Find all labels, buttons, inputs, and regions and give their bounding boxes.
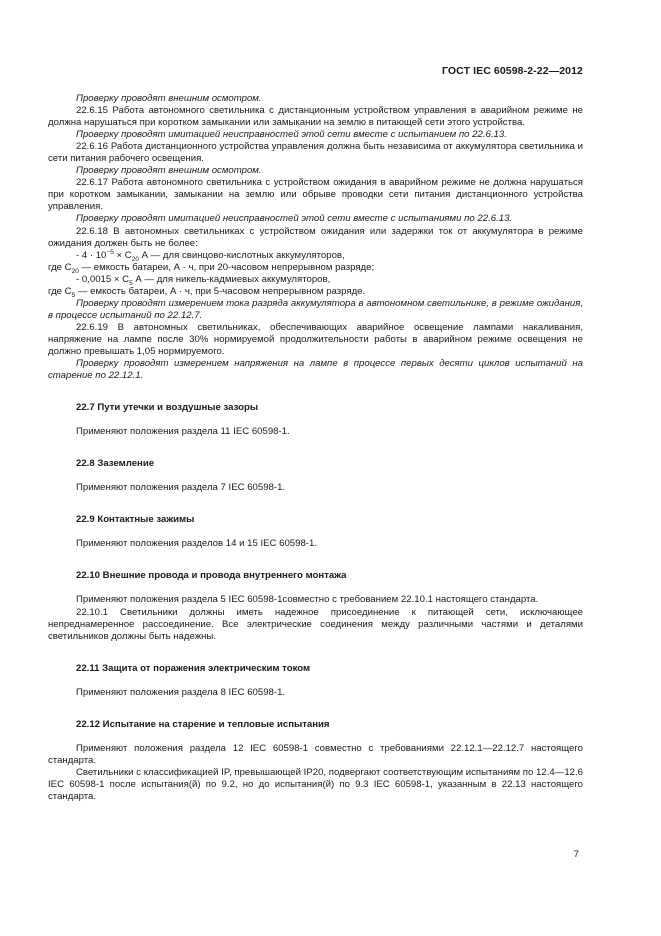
page-number: 7 [573,849,579,860]
formula-mid: × C [113,249,132,261]
where-rest: — емкость батареи, А · ч, при 5-часовом непрерывном разряде. [75,285,366,297]
paragraph: 22.6.18 В автономных светильниках с устройством ожидания или задержки ток от аккумулятора в режиме ожидания должен быть не более: [48,225,583,249]
formula-where-c20 [48,262,583,274]
formula-subscript: 20 [131,255,139,263]
paragraph: Проверку проводят имитацией неисправностей этой сети вместе с испытаниями по 22.6.13. [76,213,513,225]
paragraph: 22.6.16 Работа дистанционного устройства управления должна быть независима от аккумулятора светильника и сети питания рабочего освещения. [48,141,583,165]
section-paragraph: Светильники с классификацией IP, превышающей IP20, подвергают соответствующим испытаниям по 12.4—12.6 IEC 60598-1 после испытания(й) по 9.2, но до испытания(й) по 9.3 IEC 60598-1, указанным в 22.13 настоящего стандарта. [48,766,583,802]
section-title: 22.10 Внешние провода и провода внутреннего монтажа [76,570,347,582]
paragraph: Проверку проводят внешним осмотром. [76,93,262,104]
formula-suffix: А — для свинцово-кислотных аккумуляторов, [138,249,345,261]
paragraph: 22.6.15 Работа автономного светильника с дистанционным устройством управления в аварийном режиме не должна нарушаться при коротком замыкании или замыкании на землю в питающей сети этого устройства. [48,105,583,129]
paragraph: Проверку проводят внешним осмотром. [76,165,262,177]
section-paragraph: Применяют положения раздела 11 IEC 60598-1. [76,426,290,438]
formula-prefix: - 0,0015 × C [76,273,130,285]
paragraph: 22.6.19 В автономных светильниках, обеспечивающих аварийное освещение лампами накаливания, напряжение на лампе после 30% нормируемой продолжительности работы в аварийном режиме освещения не должно превышать 1,05 нормируемого. [48,321,583,357]
where-lead: где C [48,261,72,273]
section-paragraph: Применяют положения раздела 12 IEC 60598-1 совместно с требованиями 22.12.1—22.12.7 настоящего стандарта. [48,742,583,766]
section-paragraph: Применяют положения раздела 7 IEC 60598-1. [76,482,286,494]
formula-subscript: 5 [129,279,133,287]
paragraph: Проверку проводят измерением тока разряда аккумулятора в автономном светильнике, в режиме ожидания, в процессе испытаний по 22.12.7. [48,297,583,321]
formula-exponent: −5 [106,248,114,256]
where-subscript: 5 [71,291,76,299]
formula-where-c5 [48,286,583,298]
where-subscript: 20 [71,267,79,275]
formula-nickel-cadmium [48,274,583,286]
document-body [48,93,583,803]
paragraph: Проверку проводят имитацией неисправностей этой сети вместе с испытанием по 22.6.13. [76,129,507,141]
where-rest: — емкость батареи, А · ч, при 20-часовом непрерывном разряде; [78,261,375,273]
where-lead: где C [48,285,72,297]
formula-lead-acid [48,250,583,262]
section-title: 22.11 Защита от поражения электрическим током [76,662,311,674]
section-title: 22.9 Контактные зажимы [76,514,195,526]
paragraph: Проверку проводят измерением напряжения на лампе в процессе первых десяти циклов испытаний на старение по 22.12.1. [48,358,583,382]
section-title: 22.8 Заземление [76,458,155,470]
formula-prefix: - 4 · 10 [76,249,107,261]
section-paragraph: 22.10.1 Светильники должны иметь надежное присоединение к питающей сети, исключающее непреднамеренное рассоединение. Все электрические соединения между различными частями и деталями светильников должны быть надежны. [48,606,583,642]
section-title: 22.12 Испытание на старение и тепловые испытания [76,718,330,730]
paragraph: 22.6.17 Работа автономного светильника с устройством ожидания в аварийном режиме не должна нарушаться при коротком замыкании, замыкании на землю или обрыве проводки сети питания дистанционного устройства управления. [48,177,583,213]
document-header: ГОСТ IEC 60598-2-22—2012 [441,65,583,77]
formula-suffix: А — для никель-кадмиевых аккумуляторов, [132,273,331,285]
section-paragraph: Применяют положения раздела 5 IEC 60598-1совместно с требованием 22.10.1 настоящего стандарта. [76,594,539,606]
section-paragraph: Применяют положения раздела 8 IEC 60598-1. [76,686,286,698]
section-paragraph: Применяют положения разделов 14 и 15 IEC 60598-1. [76,538,317,550]
section-title: 22.7 Пути утечки и воздушные зазоры [76,402,259,414]
